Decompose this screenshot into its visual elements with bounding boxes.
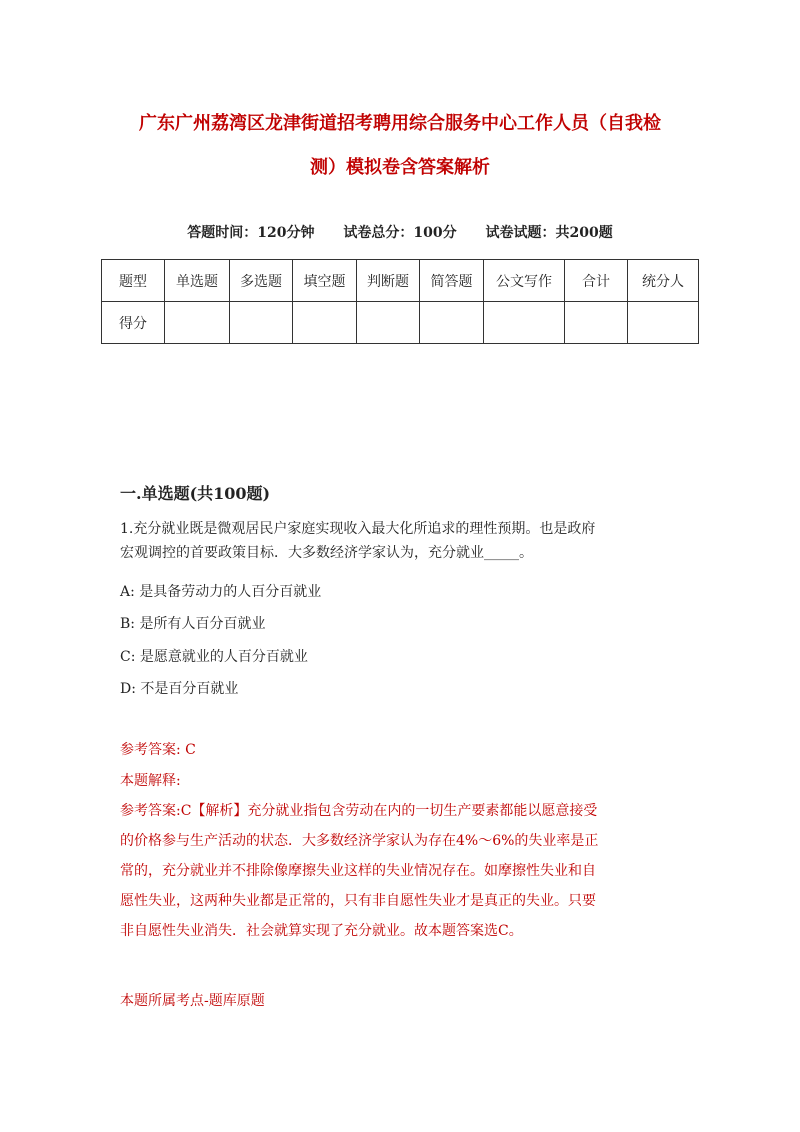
explanation-text — [120, 796, 685, 946]
score-row-label: 得分 — [102, 302, 165, 344]
section-title: 一.单选题(共100题) — [120, 484, 271, 503]
score-cell[interactable] — [165, 302, 230, 344]
header-cell: 多选题 — [230, 260, 293, 302]
score-cell[interactable] — [565, 302, 628, 344]
score-cell[interactable] — [357, 302, 420, 344]
score-cell[interactable] — [420, 302, 484, 344]
score-cell[interactable] — [628, 302, 699, 344]
header-cell: 判断题 — [357, 260, 420, 302]
title-line-1: 广东广州荔湾区龙津街道招考聘用综合服务中心工作人员（自我检 — [139, 113, 661, 134]
exam-total-score: 试卷总分：100分 — [343, 225, 457, 241]
question-source: 本题所属考点-题库原题 — [120, 993, 265, 1009]
header-cell: 填空题 — [293, 260, 357, 302]
question-stem — [120, 517, 685, 565]
score-cell[interactable] — [484, 302, 565, 344]
exam-time: 答题时间：120分钟 — [187, 225, 315, 241]
option-a: A: 是具备劳动力的人百分百就业 — [120, 584, 322, 600]
score-cell[interactable] — [230, 302, 293, 344]
header-cell: 单选题 — [165, 260, 230, 302]
explanation-line: 的价格参与生产活动的状态．大多数经济学家认为存在4%～6%的失业率是正 — [120, 833, 599, 849]
score-table — [101, 259, 699, 344]
header-cell: 合计 — [565, 260, 628, 302]
exam-meta — [100, 222, 700, 242]
exam-question-count: 试卷试题：共200题 — [485, 225, 613, 241]
explanation-label: 本题解释: — [120, 773, 181, 789]
option-d: D: 不是百分百就业 — [120, 681, 239, 697]
reference-answer: 参考答案: C — [120, 742, 196, 758]
question-stem-line: 宏观调控的首要政策目标．大多数经济学家认为，充分就业_____。 — [120, 545, 533, 561]
score-table-header-row — [102, 260, 699, 302]
score-table-score-row — [102, 302, 699, 344]
document-title — [100, 102, 700, 190]
explanation-line: 参考答案:C【解析】充分就业指包含劳动在内的一切生产要素都能以愿意接受 — [120, 803, 598, 819]
option-c: C: 是愿意就业的人百分百就业 — [120, 649, 308, 665]
title-line-2: 测）模拟卷含答案解析 — [310, 157, 490, 178]
score-cell[interactable] — [293, 302, 357, 344]
option-b: B: 是所有人百分百就业 — [120, 616, 266, 632]
header-cell: 题型 — [102, 260, 165, 302]
explanation-line: 非自愿性失业消失．社会就算实现了充分就业。故本题答案选C。 — [120, 923, 523, 939]
header-cell: 统分人 — [628, 260, 699, 302]
explanation-line: 常的，充分就业并不排除像摩擦失业这样的失业情况存在。如摩擦性失业和自 — [120, 863, 596, 879]
explanation-line: 愿性失业，这两种失业都是正常的，只有非自愿性失业才是真正的失业。只要 — [120, 893, 596, 909]
question-stem-line: 1.充分就业既是微观居民户家庭实现收入最大化所追求的理性预期。也是政府 — [120, 521, 596, 537]
header-cell: 公文写作 — [484, 260, 565, 302]
header-cell: 简答题 — [420, 260, 484, 302]
